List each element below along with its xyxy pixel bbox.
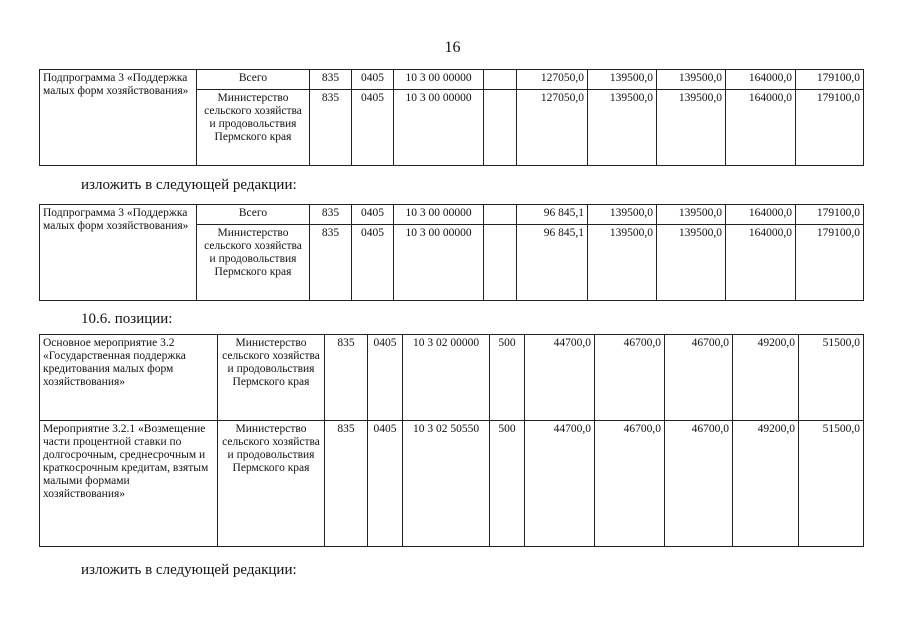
value-cell: 46700,0: [665, 421, 733, 547]
value-cell: 179100,0: [796, 225, 864, 301]
executor-cell: Министерство сельского хозяйства и продовольствия Пермского края: [197, 90, 310, 166]
value-cell: 44700,0: [525, 335, 595, 421]
value-cell: 127050,0: [517, 90, 588, 166]
executor-cell: Всего: [197, 70, 310, 90]
page-number: 16: [444, 39, 461, 56]
grbs-cell: 835: [325, 335, 368, 421]
rzpr-cell: 0405: [352, 205, 394, 225]
value-cell: 139500,0: [657, 90, 726, 166]
table-subprogram-3-old: [39, 69, 864, 166]
value-cell: 96 845,1: [517, 205, 588, 225]
event-name: Основное мероприятие 3.2 «Государственная поддержка кредитования малых форм хозяйствования»: [40, 335, 218, 421]
value-cell: 179100,0: [796, 90, 864, 166]
value-cell: 46700,0: [665, 335, 733, 421]
value-cell: 164000,0: [726, 90, 796, 166]
table-row: [40, 335, 864, 421]
subprogram-name: Подпрограмма 3 «Поддержка малых форм хозяйствования»: [40, 70, 197, 166]
event-name: Мероприятие 3.2.1 «Возмещение части процентной ставки по долгосрочным, среднесрочным и краткосрочным кредитам, взятым малыми формами хозяйствования»: [40, 421, 218, 547]
value-cell: 139500,0: [588, 70, 657, 90]
table-row: [40, 205, 864, 225]
vr-cell: [484, 205, 517, 225]
csr-cell: 10 3 00 00000: [394, 225, 484, 301]
vr-cell: [484, 90, 517, 166]
value-cell: 179100,0: [796, 205, 864, 225]
value-cell: 49200,0: [733, 335, 799, 421]
value-cell: 139500,0: [657, 205, 726, 225]
value-cell: 49200,0: [733, 421, 799, 547]
grbs-cell: 835: [310, 205, 352, 225]
vr-cell: [484, 70, 517, 90]
executor-cell: Министерство сельского хозяйства и продовольствия Пермского края: [197, 225, 310, 301]
rzpr-cell: 0405: [352, 90, 394, 166]
csr-cell: 10 3 00 00000: [394, 90, 484, 166]
rzpr-cell: 0405: [352, 225, 394, 301]
grbs-cell: 835: [310, 70, 352, 90]
table-row: [40, 70, 864, 90]
value-cell: 44700,0: [525, 421, 595, 547]
grbs-cell: 835: [310, 90, 352, 166]
subprogram-name: Подпрограмма 3 «Поддержка малых форм хозяйствования»: [40, 205, 197, 301]
value-cell: 96 845,1: [517, 225, 588, 301]
instruction-text: изложить в следующей редакции:: [81, 562, 297, 578]
value-cell: 51500,0: [799, 335, 864, 421]
table-event-3-2: [39, 334, 864, 547]
rzpr-cell: 0405: [352, 70, 394, 90]
vr-cell: [484, 225, 517, 301]
csr-cell: 10 3 00 00000: [394, 70, 484, 90]
executor-cell: Всего: [197, 205, 310, 225]
value-cell: 139500,0: [588, 90, 657, 166]
value-cell: 139500,0: [588, 205, 657, 225]
value-cell: 139500,0: [657, 225, 726, 301]
grbs-cell: 835: [310, 225, 352, 301]
table-subprogram-3-new: [39, 204, 864, 301]
executor-cell: Министерство сельского хозяйства и продовольствия Пермского края: [218, 421, 325, 547]
value-cell: 179100,0: [796, 70, 864, 90]
value-cell: 46700,0: [595, 421, 665, 547]
executor-cell: Министерство сельского хозяйства и продовольствия Пермского края: [218, 335, 325, 421]
value-cell: 164000,0: [726, 70, 796, 90]
csr-cell: 10 3 02 00000: [403, 335, 490, 421]
value-cell: 51500,0: [799, 421, 864, 547]
value-cell: 139500,0: [657, 70, 726, 90]
vr-cell: 500: [490, 421, 525, 547]
value-cell: 164000,0: [726, 225, 796, 301]
instruction-text: изложить в следующей редакции:: [81, 177, 297, 193]
csr-cell: 10 3 00 00000: [394, 205, 484, 225]
value-cell: 127050,0: [517, 70, 588, 90]
value-cell: 46700,0: [595, 335, 665, 421]
value-cell: 139500,0: [588, 225, 657, 301]
vr-cell: 500: [490, 335, 525, 421]
csr-cell: 10 3 02 50550: [403, 421, 490, 547]
table-row: [40, 421, 864, 547]
rzpr-cell: 0405: [368, 335, 403, 421]
value-cell: 164000,0: [726, 205, 796, 225]
rzpr-cell: 0405: [368, 421, 403, 547]
grbs-cell: 835: [325, 421, 368, 547]
section-heading: 10.6. позиции:: [81, 311, 173, 327]
